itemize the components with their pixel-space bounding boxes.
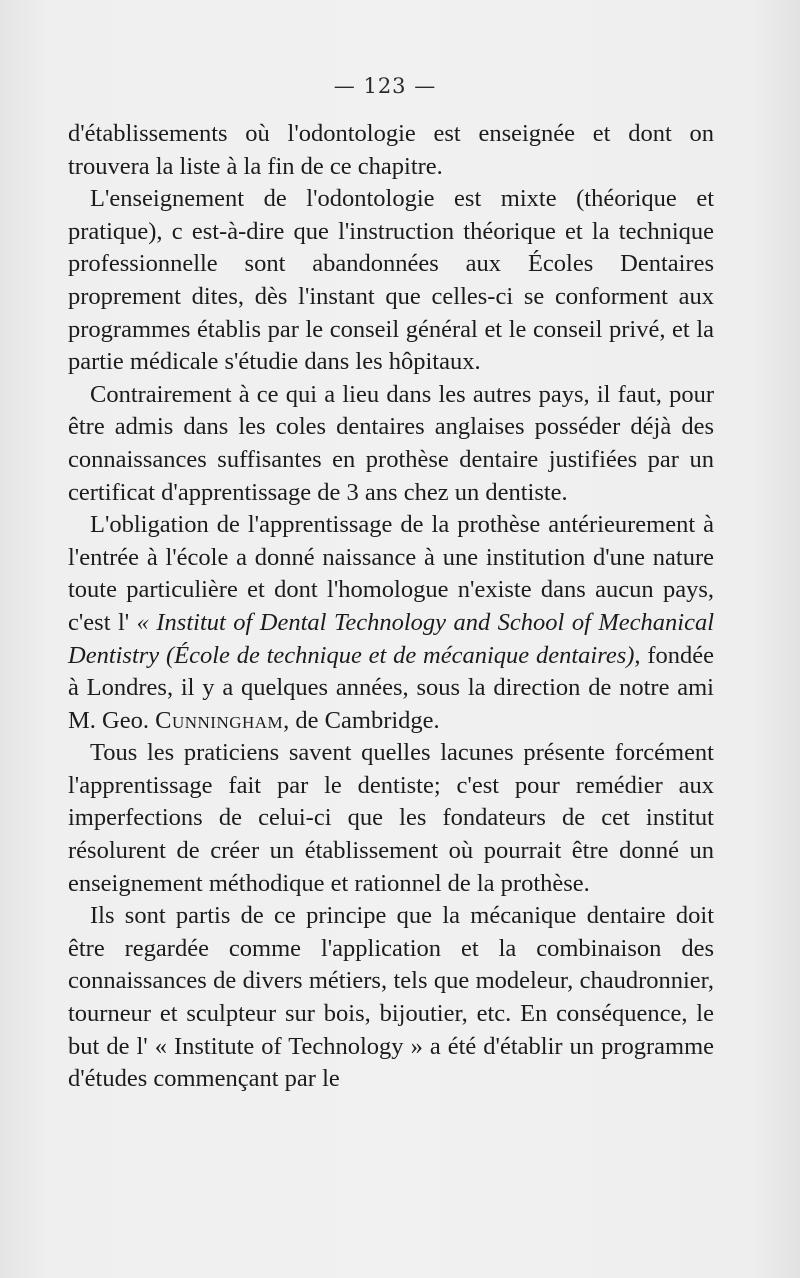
paragraph-4-text-before: L'obligation de l'apprentissage de la prothèse antérieurement à l'entrée à l'école a donné naissance à une institution d'une nature toute particulière et dont l'homologue n'existe dans aucun pays, c'est l' [68,511,714,636]
paragraph-3: Contrairement à ce qui a lieu dans les autres pays, il faut, pour être admis dans les coles dentaires anglaises posséder déjà des connaissances suffisantes en prothèse dentaire justifiées par un certificat d'apprentissage de 3 ans chez un dentiste. [68,380,714,506]
paragraph-6: Ils sont partis de ce principe que la mécanique dentaire doit être regardée comme l'application et la combinaison des connaissances de divers métiers, tels que modeleur, chaudronnier, tourneur et sculpteur sur bois, bijoutier, etc. En conséquence, le but de l' « Institute of Technology » a été d'établir un programme d'études commençant par le [68,902,714,1093]
paragraph-5: Tous les praticiens savent quelles lacunes présente forcément l'apprentissage fait par le dentiste; c'est pour remédier aux imperfections de celui-ci que les fondateurs de cet institut résolurent de créer un établissement où pourrait être donné un enseignement méthodique et rationnel de la prothèse. [68,739,714,897]
institute-name-italic: « Institut of Dental Technology and School of Mechanical Dentistry (École de technique et de mécanique dentaires) [68,608,714,669]
page-body [68,118,714,1096]
paragraph-1: d'établissements où l'odontologie est enseignée et dont on trouvera la liste à la fin de ce chapitre. [68,120,714,180]
page-number: — 123 — [333,74,437,98]
paragraph-2: L'enseignement de l'odontologie est mixte (théorique et pratique), c est-à-dire que l'instruction théorique et la technique professionnelle sont abandonnées aux Écoles Dentaires proprement dites, dès l'instant que celles-ci se conforment aux programmes établis par le conseil général et le conseil privé, et la partie médicale s'étudie dans les hôpitaux. [68,185,714,376]
person-name-smallcaps: Cunningham [155,706,284,734]
paragraph-4-text-after: , de Cambridge. [283,706,440,734]
paragraph-4-text-middle: , fondée à Londres, il y a quelques années, sous la direction de notre ami M. Geo. [68,641,714,734]
paragraph-4 [68,509,714,737]
